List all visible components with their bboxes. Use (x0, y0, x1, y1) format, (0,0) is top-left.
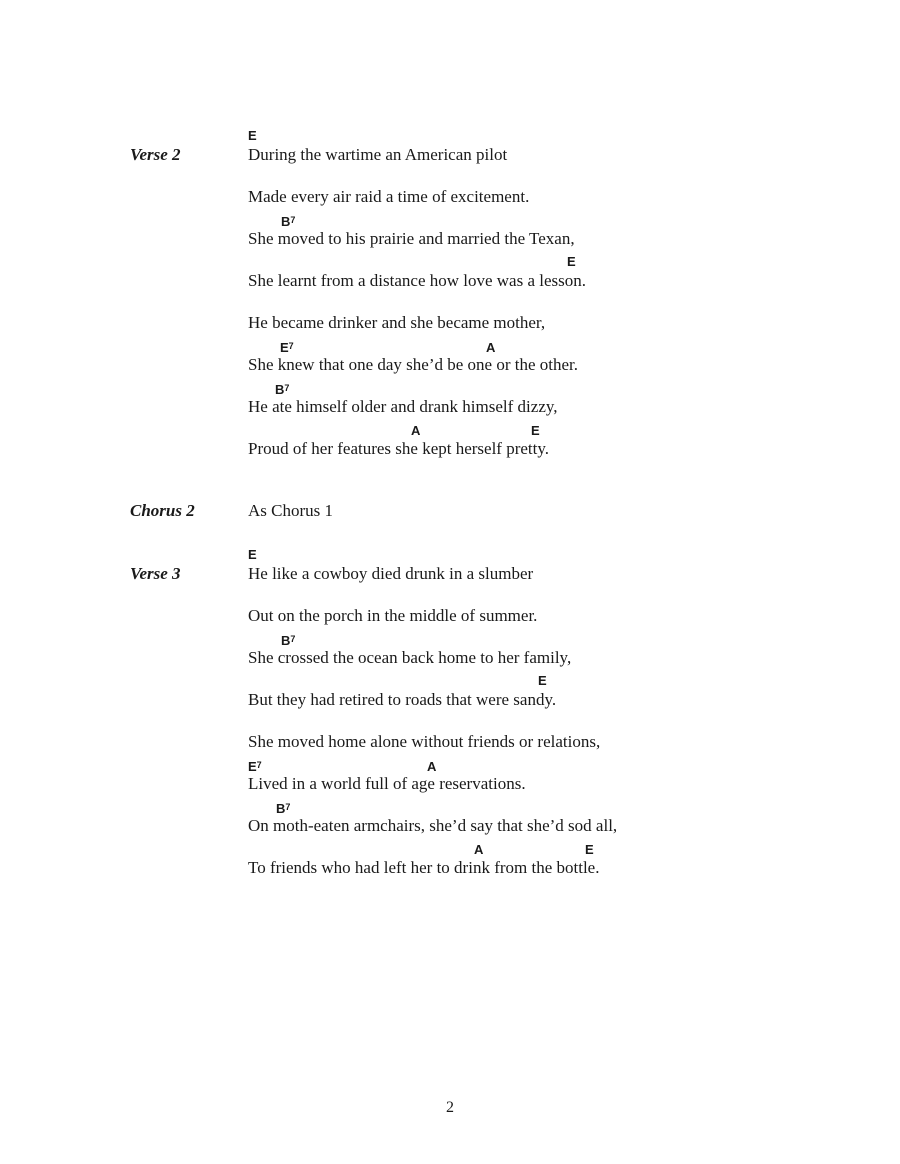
chord-e7: $E^7$ (248, 759, 262, 774)
lyric-line: Lived in a world full of age reservations. (248, 774, 526, 793)
verse-3-label: Verse 3 (130, 564, 181, 583)
chord-a: A (474, 842, 484, 857)
chord-b7: $B^7$ (275, 382, 290, 397)
lyric-line: She moved home alone without friends or relations, (248, 732, 601, 751)
chord-b7: $B^7$ (276, 801, 291, 816)
lyric-line: Proud of her features she kept herself pretty. (248, 439, 550, 458)
chord-b7: $B^7$ (281, 214, 296, 229)
lyric-line: She knew that one day she’d be one or the other. (248, 355, 578, 374)
chord-e: E (585, 842, 594, 857)
lyric-line: But they had retired to roads that were sandy. (248, 690, 557, 709)
lyric-line: She moved to his prairie and married the Texan, (248, 229, 575, 248)
lyric-line: Out on the porch in the middle of summer. (248, 606, 538, 625)
lyric-line: He became drinker and she became mother, (248, 313, 546, 332)
lyric-line: He like a cowboy died drunk in a slumber (248, 564, 534, 583)
lyric-line: Made every air raid a time of excitement. (248, 187, 530, 206)
chord-e: E (248, 128, 257, 143)
page-number: 2 (446, 1099, 454, 1116)
chord-a: A (427, 759, 437, 774)
lyric-line: To friends who had left her to drink from the bottle. (248, 858, 600, 877)
chord-e: E (248, 547, 257, 562)
chord-b7: $B^7$ (281, 633, 296, 648)
chord-e: E (531, 423, 540, 438)
lyric-line: She learnt from a distance how love was a lesson. (248, 271, 587, 290)
chorus-2-text: As Chorus 1 (248, 501, 334, 520)
lyric-line: She crossed the ocean back home to her family, (248, 648, 572, 667)
chord-e7: $E^7$ (280, 340, 294, 355)
chord-e: E (567, 254, 576, 269)
chorus-2-label: Chorus 2 (130, 501, 195, 520)
verse-2-label: Verse 2 (130, 145, 181, 164)
lyric-line: During the wartime an American pilot (248, 145, 508, 164)
chord-a: A (486, 340, 496, 355)
lyric-line: He ate himself older and drank himself dizzy, (248, 397, 558, 416)
lyric-line: On moth-eaten armchairs, she’d say that she’d sod all, (248, 816, 618, 835)
chord-e: E (538, 673, 547, 688)
chord-a: A (411, 423, 421, 438)
